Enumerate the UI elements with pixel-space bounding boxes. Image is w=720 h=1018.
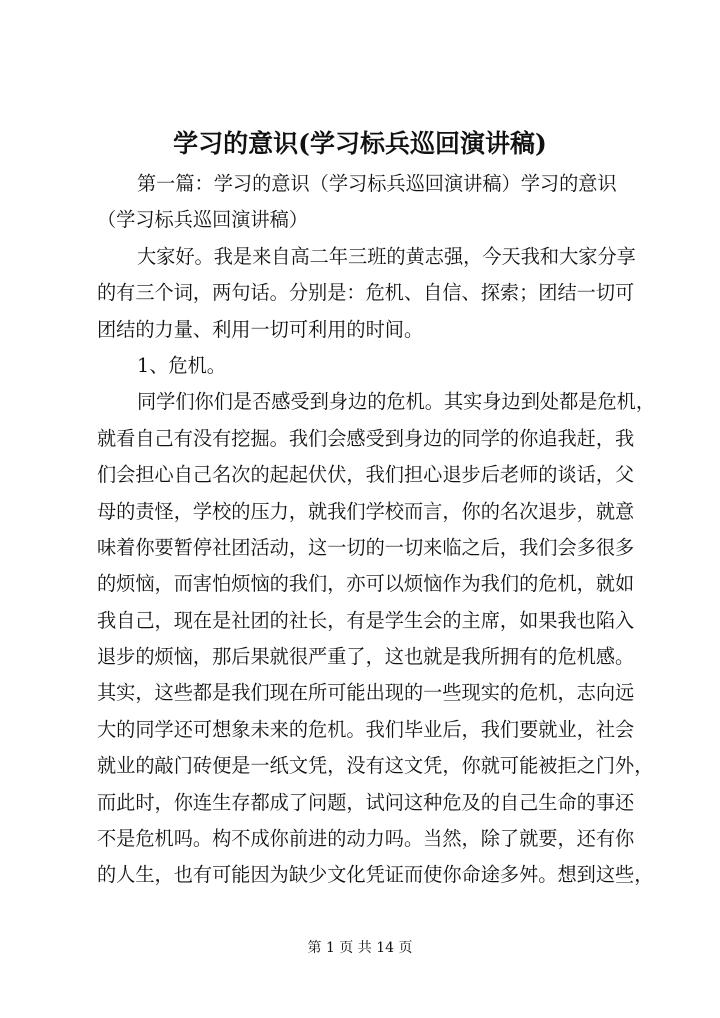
body-line: 1、危机。 (137, 353, 226, 377)
body-line: （学习标兵巡回演讲稿） (97, 208, 309, 232)
body-line: 就看自己有没有挖掘。我们会感受到身边的同学的你追我赶，我 (97, 426, 635, 450)
page-number-footer: 第 1 页 共 14 页 (307, 940, 413, 956)
body-line: 退步的烦恼，那后果就很严重了，这也就是我所拥有的危机感。 (97, 645, 635, 669)
body-line: 团结的力量、利用一切可利用的时间。 (97, 317, 424, 341)
body-line: 其实，这些都是我们现在所可能出现的一些现实的危机，志向远 (97, 681, 635, 705)
body-line: 们会担心自己名次的起起伏伏，我们担心退步后老师的谈话，父 (97, 463, 635, 487)
body-line: 母的责怪，学校的压力，就我们学校而言，你的名次退步，就意 (97, 499, 635, 523)
body-line: 而此时，你连生存都成了问题，试问这种危及的自己生命的事还 (97, 790, 635, 814)
body-line: 的烦恼，而害怕烦恼的我们，亦可以烦恼作为我们的危机，就如 (97, 572, 635, 596)
body-line: 第一篇：学习的意识（学习标兵巡回演讲稿）学习的意识 (137, 172, 617, 195)
body-line: 的人生，也有可能因为缺少文化凭证而使你命途多舛。想到这些， (97, 863, 654, 887)
body-line: 我自己，现在是社团的社长，有是学生会的主席，如果我也陷入 (97, 608, 635, 632)
body-line: 大家好。我是来自高二年三班的黄志强，今天我和大家分享 (137, 244, 636, 268)
body-line: 同学们你们是否感受到身边的危机。其实身边到处都是危机， (137, 390, 656, 414)
body-line: 的有三个词，两句话。分别是：危机、自信、探索；团结一切可 (97, 281, 635, 305)
body-line: 大的同学还可想象未来的危机。我们毕业后，我们要就业，社会 (97, 717, 635, 741)
body-line: 不是危机吗。构不成你前进的动力吗。当然，除了就要，还有你 (97, 827, 635, 851)
body-line: 就业的敲门砖便是一纸文凭，没有这文凭，你就可能被拒之门外， (97, 754, 654, 778)
body-line: 味着你要暂停社团活动，这一切的一切来临之后，我们会多很多 (97, 535, 635, 559)
document-title: 学习的意识(学习标兵巡回演讲稿) (173, 129, 547, 158)
document-body (97, 166, 657, 894)
